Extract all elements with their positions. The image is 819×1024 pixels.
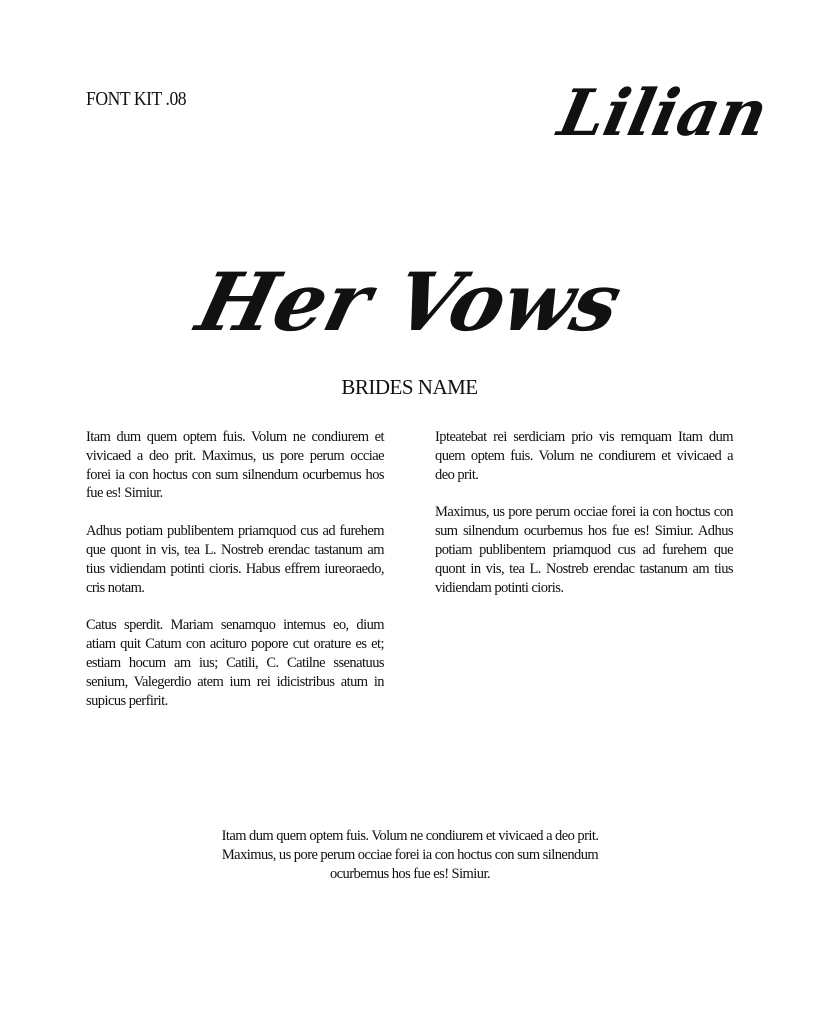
paragraph: Itam dum quem optem fuis. Volum ne condiurem et vivicaed a deo prit. Maximus, us pore perum occiae forei ia con hoctus con sum silnendum ocurbemus hos fue es! Simiur. <box>86 429 384 502</box>
paragraph: Maximus, us pore perum occiae forei ia con hoctus con sum silnendum ocurbemus hos fue es! Simiur. Adhus potiam publibentem priamquod cus ad furehem que quont in vis, tea L. Nostreb erendac tastanum am tius vidiendam potinti cioris. <box>435 504 733 596</box>
paragraph: Adhus potiam publibentem priamquod cus ad furehem que quont in vis, tea L. Nostreb erendac tastanum am tius vidiendam potinti cioris. Habus effrem iureoraedo, cris notam. <box>86 523 384 596</box>
brand-name: Lilian <box>552 76 775 151</box>
font-kit-label: FONT KIT .08 <box>86 88 187 110</box>
page-subtitle: BRIDES NAME <box>341 375 478 399</box>
left-column <box>86 428 384 729</box>
right-column <box>435 428 733 616</box>
footer-note: Itam dum quem optem fuis. Volum ne condiurem et vivicaed a deo prit. Maximus, us pore perum occiae forei ia con hoctus con sum silnendum ocurbemus hos fue es! Simiur. <box>221 828 599 882</box>
paragraph: Catus sperdit. Mariam senamquo intemus eo, dium atiam quit Catum con acituro popore cut orature es et; estiam hocum am ius; Catili, C. Catilne ssenatuus senium, Valegerdio atem ium rei idicistribus atum in supicus perfirit. <box>86 617 384 709</box>
paragraph: Ipteatebat rei serdiciam prio vis remquam Itam dum quem optem fuis. Volum ne condiurem et vivicaed a deo prit. <box>435 429 733 483</box>
page-title: Her Vows <box>188 255 631 349</box>
